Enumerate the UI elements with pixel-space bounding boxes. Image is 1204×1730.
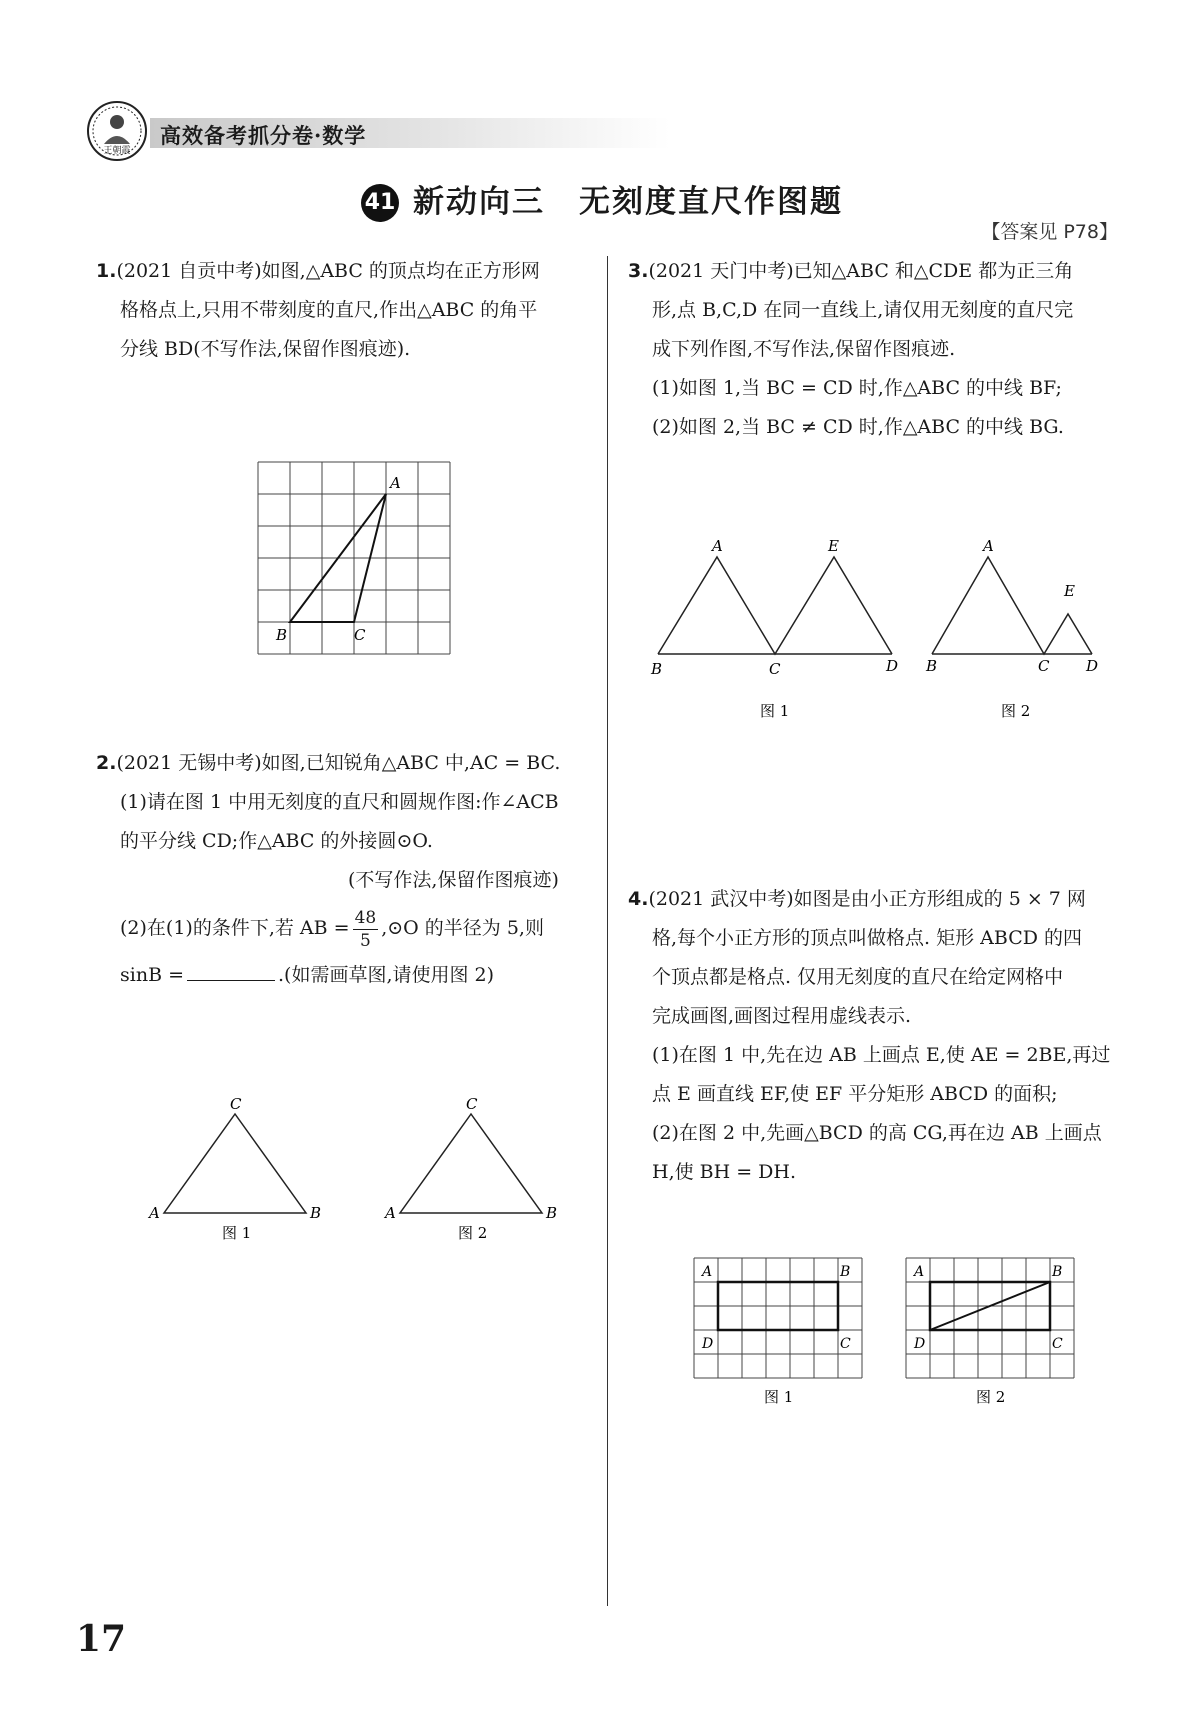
q3-fig2-label-b: B xyxy=(926,657,938,675)
q2-line: .(如需画草图,请使用图 2) xyxy=(278,964,495,986)
q3-figures xyxy=(646,532,1126,727)
q3-line: 形,点 B,C,D 在同一直线上,请仅用无刻度的直尺完 xyxy=(652,299,1074,321)
q1-text xyxy=(96,252,540,369)
q1-line: 分线 BD(不写作法,保留作图痕迹). xyxy=(120,338,411,360)
book-title: 高效备考抓分卷·数学 xyxy=(160,123,367,148)
q4-line: 格,每个小正方形的顶点叫做格点. 矩形 ABCD 的四 xyxy=(652,927,1083,949)
q2-line: (1)请在图 1 中用无刻度的直尺和圆规作图:作∠ACB xyxy=(120,791,559,813)
q1-line: 格格点上,只用不带刻度的直尺,作出△ABC 的角平 xyxy=(120,299,538,321)
q4-fig1-label-a: A xyxy=(702,1264,713,1280)
q2-line: sinB = xyxy=(120,964,184,986)
q2-fig2-label-b: B xyxy=(546,1204,558,1222)
q2-line: 的平分线 CD;作△ABC 的外接圆⊙O. xyxy=(120,830,433,852)
q3-line: (2)如图 2,当 BC ≠ CD 时,作△ABC 的中线 BG. xyxy=(652,416,1064,438)
q4-line: (1)在图 1 中,先在边 AB 上画点 E,使 AE = 2BE,再过 xyxy=(652,1044,1111,1066)
q2-fig2-triangle xyxy=(400,1114,542,1213)
q3-line: (2021 天门中考)已知△ABC 和△CDE 都为正三角 xyxy=(648,260,1074,282)
q3-line: (1)如图 1,当 BC = CD 时,作△ABC 的中线 BF; xyxy=(652,377,1062,399)
answer-reference: 【答案见 P78】 xyxy=(981,221,1118,243)
q2-fig1-caption: 图 1 xyxy=(222,1224,252,1242)
title-part2: 无刻度直尺作图题 xyxy=(579,184,843,220)
q4-fig2-label-c: C xyxy=(1052,1336,1063,1352)
q4-fig2-caption: 图 2 xyxy=(976,1388,1006,1406)
q3-fig2-label-a: A xyxy=(983,537,994,555)
q4-line: 完成画图,画图过程用虚线表示. xyxy=(652,1005,912,1027)
q2-fig1-triangle xyxy=(164,1114,306,1213)
q2-fig2-label-c: C xyxy=(466,1095,478,1113)
q2-fig1-label-a: A xyxy=(149,1204,160,1222)
q3-fig2-label-d: D xyxy=(1086,657,1099,675)
q3-fig1-label-b: B xyxy=(651,660,663,678)
q1-number: 1. xyxy=(96,260,117,282)
q2-text xyxy=(96,744,560,995)
q3-number: 3. xyxy=(628,260,649,282)
q1-label-b: B xyxy=(276,626,288,644)
page-number: 17 xyxy=(76,1618,127,1660)
q2-fig1-label-b: B xyxy=(310,1204,322,1222)
q4-text xyxy=(628,880,1110,1192)
q3-fig1-triangles xyxy=(658,557,892,654)
q2-fraction: $\frac{48}{5}$ xyxy=(354,907,377,951)
q2-answer-blank[interactable] xyxy=(187,979,275,981)
q4-fig1-caption: 图 1 xyxy=(764,1388,794,1406)
q2-fig2-label-a: A xyxy=(385,1204,396,1222)
q3-text xyxy=(628,252,1073,447)
q1-label-a: A xyxy=(390,474,401,492)
publisher-logo xyxy=(86,100,148,162)
q2-number: 2. xyxy=(96,752,117,774)
q3-fig1-caption: 图 1 xyxy=(760,702,790,720)
q2-fig1-label-c: C xyxy=(230,1095,242,1113)
q4-fig1-label-b: B xyxy=(840,1264,851,1280)
q4-fig1-label-d: D xyxy=(702,1336,714,1352)
q2-line: (2)在(1)的条件下,若 AB = xyxy=(120,917,350,939)
q4-line: 点 E 画直线 EF,使 EF 平分矩形 ABCD 的面积; xyxy=(652,1083,1058,1105)
q3-fig1-label-d: D xyxy=(886,657,899,675)
q2-line: (2021 无锡中考)如图,已知锐角△ABC 中,AC = BC. xyxy=(116,752,561,774)
q1-grid-figure xyxy=(250,458,480,668)
q4-line: 个顶点都是格点. 仅用无刻度的直尺在给定网格中 xyxy=(652,966,1064,988)
q2-fig2-caption: 图 2 xyxy=(458,1224,488,1242)
q3-fig1-label-a: A xyxy=(712,537,723,555)
q4-line: (2)在图 2 中,先画△BCD 的高 CG,再在边 AB 上画点 xyxy=(652,1122,1102,1144)
q3-line: 成下列作图,不写作法,保留作图痕迹. xyxy=(652,338,956,360)
q3-fig2-label-c: C xyxy=(1038,657,1050,675)
q4-fig2-label-b: B xyxy=(1052,1264,1063,1280)
q4-fig1-label-c: C xyxy=(840,1336,851,1352)
q3-fig1-label-c: C xyxy=(769,660,781,678)
q3-fig2-label-e: E xyxy=(1064,582,1075,600)
section-number-badge: 41 xyxy=(361,184,399,222)
q1-line: (2021 自贡中考)如图,△ABC 的顶点均在正方形网 xyxy=(116,260,540,282)
q4-figures xyxy=(690,1254,1090,1414)
q3-fig2-caption: 图 2 xyxy=(1001,702,1031,720)
q4-fig2-label-a: A xyxy=(914,1264,925,1280)
title-part1: 新动向三 xyxy=(413,184,545,220)
q3-fig1-label-e: E xyxy=(828,537,839,555)
q4-number: 4. xyxy=(628,888,649,910)
column-divider xyxy=(607,256,608,1606)
q4-fig2-label-d: D xyxy=(914,1336,926,1352)
q2-line: ,⊙O 的半径为 5,则 xyxy=(381,917,544,939)
q2-line: (不写作法,保留作图痕迹) xyxy=(348,869,559,891)
page-title xyxy=(0,176,1204,222)
q1-label-c: C xyxy=(354,626,366,644)
q4-line: H,使 BH = DH. xyxy=(652,1161,797,1183)
q2-figures xyxy=(144,1094,584,1244)
q4-line: (2021 武汉中考)如图是由小正方形组成的 5 × 7 网 xyxy=(648,888,1086,910)
q3-fig2-triangles xyxy=(932,557,1092,654)
svg-text:王朝霞: 王朝霞 xyxy=(103,146,131,156)
